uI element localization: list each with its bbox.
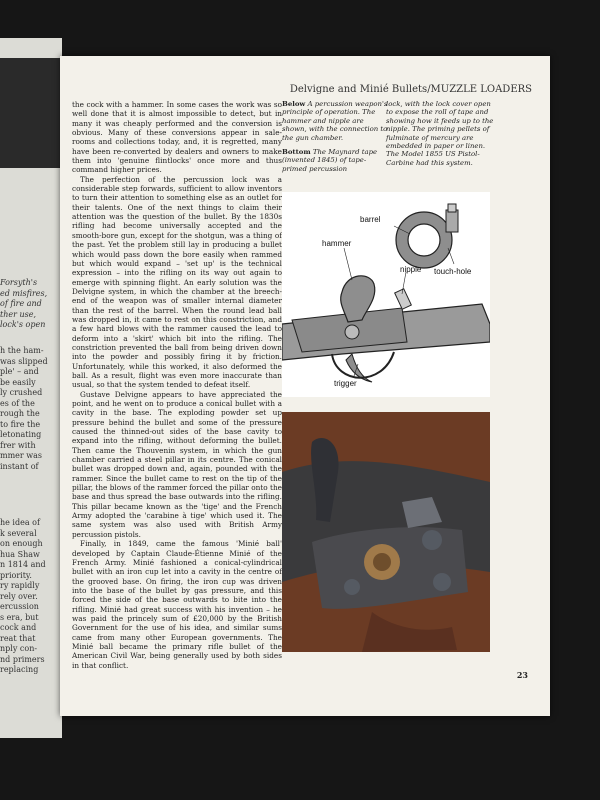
facing-page-fragment: was slipped	[0, 356, 48, 366]
facing-page-fragment: ly crushed	[0, 388, 43, 397]
facing-page-fragment: letonating	[0, 430, 42, 439]
maynard-tape-lock-photo	[282, 412, 490, 652]
caption-column-left	[282, 100, 390, 179]
label-touch-hole: touch-hole	[434, 267, 472, 276]
facing-page-fragment: k several	[0, 528, 37, 538]
facing-page-fragment: es of the	[0, 398, 35, 408]
label-barrel: barrel	[360, 215, 381, 224]
facing-page-fragment: nd primers	[0, 654, 45, 664]
label-trigger: trigger	[334, 379, 357, 388]
facing-page-fragment: he idea of	[0, 518, 40, 527]
page-number: 23	[516, 670, 528, 680]
facing-page-fragment: to fire the	[0, 419, 41, 429]
book-page	[60, 56, 550, 716]
facing-page-fragment: nply con-	[0, 644, 38, 653]
body-text-column	[72, 100, 282, 670]
percussion-lock-diagram	[282, 192, 490, 397]
facing-page-fragment: ther use,	[0, 309, 37, 319]
facing-page-photo-strip	[0, 58, 62, 168]
facing-page-fragment: mmer was	[0, 451, 42, 460]
caption-column-right	[386, 100, 494, 173]
facing-page-fragment: of fire and	[0, 299, 42, 308]
facing-page-fragment: frer with	[0, 440, 36, 450]
facing-page-fragment: rely over.	[0, 591, 38, 601]
body-paragraph: The perfection of the percussion lock was a considerable step forwards, sufficient to allow inventors to turn their attention to something else as an outlet for their talents. One of the next things to claim their attention was the question of the bullet. By the 1830s rifling had become universally accepted and the smooth-bore gun, except for the shotgun, was a thing of the past. Yet the problem still lay in producing a bullet which would pass down the bore easily when rammed but which would expand – 'set up' is the technical expression – into the rifling on its way out again to emerge with spinning flight. An early solution was the Delvigne system, in which the chamber at the breech-end of the weapon was of smaller internal diameter than the rest of the barrel. When the round lead ball was dropped in, it came to rest on this constriction, and a few hard blows with the rammer caused the lead to deform into a 'skirt' which bit into the rifling. The constriction prevented the ball from being driven down into the powder and possibly firing it by friction. Unfortunately, while this worked, it also deformed the ball. As a result, flight was even more inaccurate than usual, so that the system tended to defeat itself.	[72, 174, 282, 390]
facing-page-fragment: lock's open	[0, 320, 46, 329]
facing-page-fragment: ry rapidly	[0, 581, 40, 590]
caption-below-lead: Below	[282, 100, 306, 108]
caption-below	[282, 100, 390, 142]
running-header: Delvigne and Minié Bullets/MUZZLE LOADERS	[289, 84, 532, 95]
caption-continued: lock, with the lock cover open to expose the roll of tape and showing how it feeds up to the nipple. The priming pellets of fulminate of mercury are embedded in paper or linen. The Model 1855 US Pistol-Carbine had this system.	[386, 100, 494, 167]
caption-below-text: A percussion weapon's principle of operation. The hammer and nipple are shown, with the connection to the gun chamber.	[282, 100, 388, 142]
facing-page-fragment: ercussion	[0, 602, 39, 611]
facing-page-fragment: priority.	[0, 570, 32, 580]
facing-page-fragment: on enough	[0, 539, 43, 548]
body-paragraph: the cock with a hammer. In some cases the work was so well done that it is almost impossible to detect, but in many it was cheaply performed and the conversion is obvious. Many of these conversions appear in sale-rooms and collections today, and, it is regretted, many have been re-converted by dealers and owners to make them into 'genuine flintlocks' once more and thus command higher prices.	[72, 100, 282, 175]
facing-page-edge	[0, 38, 62, 738]
facing-page-fragment: instant of	[0, 461, 39, 471]
barrel-ring-drawing	[396, 204, 458, 268]
caption-bottom-lead: Bottom	[282, 148, 311, 157]
label-hammer: hammer	[322, 239, 352, 248]
facing-page-fragment: ple' – and	[0, 367, 39, 376]
trigger-drawing	[332, 352, 394, 382]
body-paragraph: Gustave Delvigne appears to have appreciated the point, and he went on to produce a conical bullet with a cavity in the base. The exploding powder set up pressure behind the bullet and some of the pressure caused the thinned-out sides of the base cavity to expand into the rifling, without deforming the bullet. Then came the Thouvenin system, in which the gun chamber carried a steel pillar in its centre. The conical bullet was dropped down and, again, pounded with the rammer. Since the bullet came to rest on the tip of the pillar, the blows of the rammer forced the pillar onto the base and thus spread the base outwards into the rifling. This pillar became known as the 'tige' and the French Army adopted the 'carabine à tige' which used it. The same system was also used with British Army percussion pistols.	[72, 389, 282, 539]
facing-page-fragment: cock and	[0, 623, 37, 632]
nipple-drawing	[395, 289, 412, 310]
caption-bottom	[282, 148, 390, 173]
body-paragraph: Finally, in 1849, came the famous 'Minié ball' developed by Captain Claude-Étienne Minié of the French Army. Minié fashioned a conical-cylindrical bullet with an iron cup let into a cavity in the centre of the grooved base. On firing, the iron cup was driven into the base of the bullet by gas pressure, and this forced the side of the base outwards to bite into the rifling. Minié had great success with his invention – he was paid the princely sum of £20,000 by the British Government for the use of his idea, and similar sums came from many other European governments. The Minié ball became the primary rifle bullet of the American Civil War, being generally used by both sides in that conflict.	[72, 539, 282, 670]
caption-bottom-text: The Maynard tape (invented 1845) of tape-primed percussion	[282, 148, 378, 173]
facing-page-fragment: replacing	[0, 665, 39, 674]
facing-page-fragment: h the ham-	[0, 346, 44, 355]
facing-page-fragment: s era, but	[0, 612, 39, 622]
label-nipple: nipple	[400, 265, 422, 274]
facing-page-fragment: rough the	[0, 409, 40, 418]
facing-page-fragment: ed misfires,	[0, 288, 48, 298]
facing-page-fragment: hua Shaw	[0, 549, 40, 559]
facing-page-fragment: Forsyth's	[0, 278, 38, 287]
facing-page-fragment: n 1814 and	[0, 560, 46, 569]
facing-page-fragment: be easily	[0, 377, 36, 387]
facing-page-fragment: reat that	[0, 633, 36, 643]
lock-plate-drawing	[282, 304, 490, 360]
